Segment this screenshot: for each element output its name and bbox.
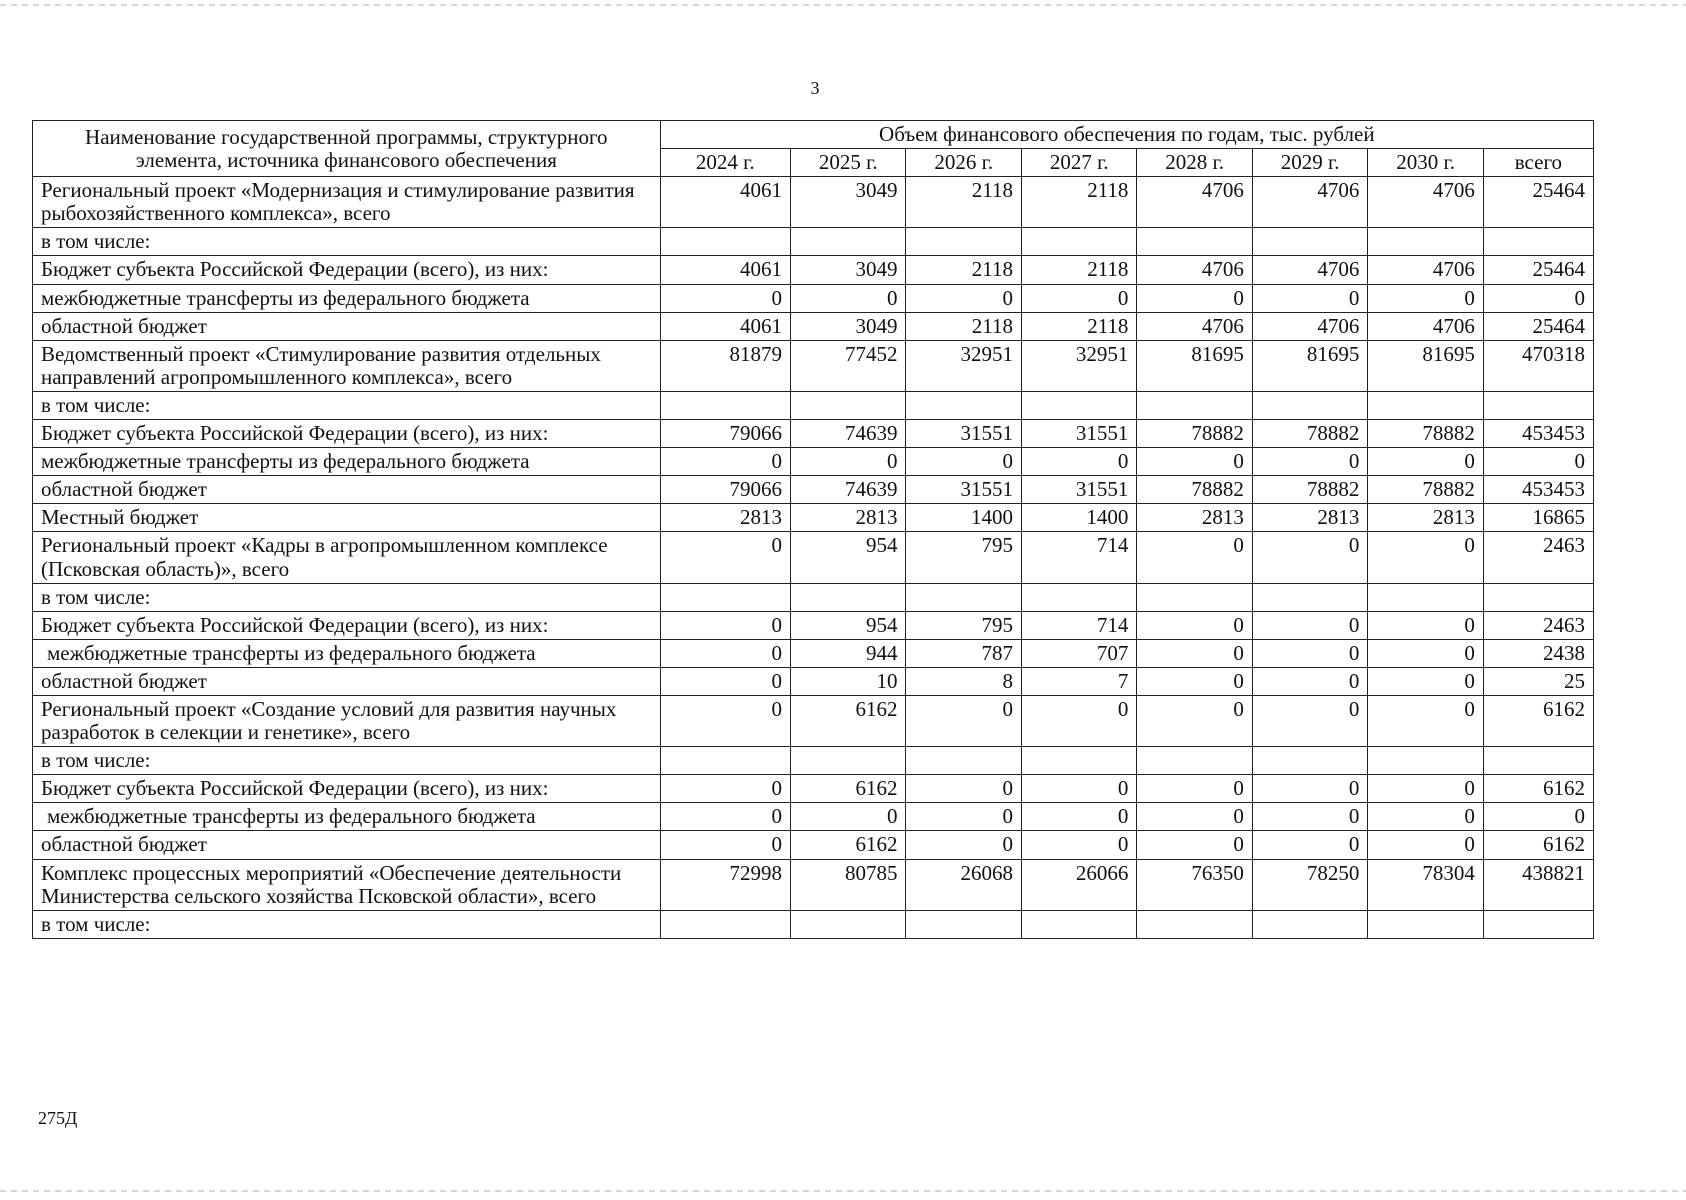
row-value-cell — [1368, 583, 1483, 611]
row-value-cell: 4706 — [1368, 177, 1483, 228]
row-value-cell — [1021, 583, 1136, 611]
row-value-cell: 31551 — [1021, 420, 1136, 448]
table-row — [33, 583, 1594, 611]
row-label: областной бюджет — [33, 667, 661, 695]
row-value-cell: 0 — [906, 284, 1021, 312]
row-value-cell: 3049 — [791, 256, 906, 284]
table-row — [33, 420, 1594, 448]
row-value-cell: 6162 — [791, 775, 906, 803]
row-value-cell: 0 — [1137, 284, 1252, 312]
row-value-cell: 0 — [906, 695, 1021, 746]
row-label: областной бюджет — [33, 831, 661, 859]
table-row — [33, 448, 1594, 476]
row-value-cell — [1137, 583, 1252, 611]
row-value-cell: 0 — [1252, 831, 1367, 859]
header-name-column: Наименование государственной программы, структурного элемента, источника финансового обеспечения — [33, 121, 661, 177]
row-value-cell — [1021, 910, 1136, 938]
row-value-cell: 31551 — [906, 476, 1021, 504]
table-row — [33, 504, 1594, 532]
row-value-cell: 26066 — [1021, 859, 1136, 910]
row-value-cell: 31551 — [906, 420, 1021, 448]
table-row — [33, 910, 1594, 938]
row-value-cell: 453453 — [1483, 420, 1593, 448]
table-row — [33, 803, 1594, 831]
row-value-cell: 25464 — [1483, 256, 1593, 284]
row-value-cell — [1021, 747, 1136, 775]
header-row-1 — [33, 121, 1594, 149]
row-value-cell: 6162 — [1483, 775, 1593, 803]
row-value-cell — [1137, 228, 1252, 256]
financing-table — [32, 120, 1594, 939]
row-value-cell — [906, 747, 1021, 775]
row-value-cell: 0 — [1252, 532, 1367, 583]
row-value-cell — [1483, 583, 1593, 611]
row-value-cell: 81879 — [660, 340, 790, 391]
row-label: Бюджет субъекта Российской Федерации (всего), из них: — [33, 775, 661, 803]
table-row — [33, 532, 1594, 583]
row-value-cell: 0 — [1021, 831, 1136, 859]
row-value-cell: 77452 — [791, 340, 906, 391]
row-value-cell: 78882 — [1252, 420, 1367, 448]
row-label: Региональный проект «Кадры в агропромышленном комплексе (Псковская область)», всего — [33, 532, 661, 583]
row-value-cell: 2813 — [1368, 504, 1483, 532]
table-row — [33, 228, 1594, 256]
row-value-cell — [1252, 910, 1367, 938]
row-value-cell: 4706 — [1252, 177, 1367, 228]
table-row — [33, 667, 1594, 695]
row-value-cell — [660, 391, 790, 419]
row-value-cell: 0 — [1137, 695, 1252, 746]
header-year-2029: 2029 г. — [1252, 149, 1367, 177]
row-value-cell — [791, 391, 906, 419]
row-value-cell: 0 — [1368, 667, 1483, 695]
row-value-cell — [1483, 391, 1593, 419]
table-row — [33, 747, 1594, 775]
row-value-cell: 4061 — [660, 177, 790, 228]
row-value-cell: 4706 — [1368, 256, 1483, 284]
row-value-cell: 0 — [906, 775, 1021, 803]
row-value-cell: 4706 — [1137, 256, 1252, 284]
row-value-cell: 16865 — [1483, 504, 1593, 532]
row-value-cell: 4706 — [1137, 312, 1252, 340]
row-value-cell: 2118 — [906, 312, 1021, 340]
row-value-cell — [906, 391, 1021, 419]
row-value-cell: 0 — [1252, 284, 1367, 312]
row-value-cell: 0 — [1368, 639, 1483, 667]
row-value-cell — [906, 228, 1021, 256]
header-year-2026: 2026 г. — [906, 149, 1021, 177]
table-row — [33, 284, 1594, 312]
row-value-cell: 78882 — [1368, 420, 1483, 448]
row-value-cell: 438821 — [1483, 859, 1593, 910]
footer-document-code: 275Д — [38, 1108, 78, 1128]
row-label: Региональный проект «Модернизация и стимулирование развития рыбохозяйственного комплекса», всего — [33, 177, 661, 228]
row-value-cell — [1252, 747, 1367, 775]
row-value-cell: 0 — [1368, 803, 1483, 831]
row-value-cell: 0 — [1483, 284, 1593, 312]
row-value-cell: 3049 — [791, 177, 906, 228]
row-value-cell: 0 — [1021, 695, 1136, 746]
row-value-cell: 0 — [791, 803, 906, 831]
row-label: Местный бюджет — [33, 504, 661, 532]
row-value-cell: 4706 — [1252, 256, 1367, 284]
row-value-cell: 4706 — [1137, 177, 1252, 228]
row-value-cell: 0 — [1252, 695, 1367, 746]
row-value-cell — [1021, 228, 1136, 256]
row-label: Ведомственный проект «Стимулирование развития отдельных направлений агропромышленного комплекса», всего — [33, 340, 661, 391]
row-value-cell: 0 — [1137, 532, 1252, 583]
row-value-cell: 795 — [906, 532, 1021, 583]
row-value-cell: 2813 — [1252, 504, 1367, 532]
row-value-cell: 2118 — [906, 177, 1021, 228]
row-value-cell: 0 — [660, 831, 790, 859]
header-year-2024: 2024 г. — [660, 149, 790, 177]
table-row — [33, 695, 1594, 746]
row-value-cell: 954 — [791, 611, 906, 639]
row-value-cell: 2813 — [791, 504, 906, 532]
row-value-cell: 0 — [1368, 611, 1483, 639]
row-value-cell: 2813 — [1137, 504, 1252, 532]
row-value-cell — [1483, 747, 1593, 775]
row-value-cell: 32951 — [1021, 340, 1136, 391]
row-value-cell: 0 — [1137, 803, 1252, 831]
row-value-cell: 26068 — [906, 859, 1021, 910]
row-value-cell: 78250 — [1252, 859, 1367, 910]
row-value-cell: 795 — [906, 611, 1021, 639]
table-body — [33, 177, 1594, 939]
row-value-cell: 0 — [906, 831, 1021, 859]
row-value-cell: 25 — [1483, 667, 1593, 695]
row-value-cell: 0 — [1368, 695, 1483, 746]
row-value-cell — [1137, 910, 1252, 938]
row-value-cell: 25464 — [1483, 177, 1593, 228]
table-row — [33, 775, 1594, 803]
row-value-cell — [791, 747, 906, 775]
row-value-cell: 0 — [660, 611, 790, 639]
row-label: Бюджет субъекта Российской Федерации (всего), из них: — [33, 256, 661, 284]
table-row — [33, 639, 1594, 667]
row-label: в том числе: — [33, 228, 661, 256]
row-value-cell — [906, 910, 1021, 938]
row-value-cell: 0 — [1252, 639, 1367, 667]
row-label: в том числе: — [33, 747, 661, 775]
row-value-cell: 81695 — [1252, 340, 1367, 391]
row-value-cell: 7 — [1021, 667, 1136, 695]
table-row — [33, 256, 1594, 284]
row-value-cell: 2813 — [660, 504, 790, 532]
header-year-2025: 2025 г. — [791, 149, 906, 177]
row-value-cell — [1021, 391, 1136, 419]
table-row — [33, 831, 1594, 859]
row-value-cell: 0 — [660, 775, 790, 803]
row-value-cell: 6162 — [1483, 831, 1593, 859]
row-value-cell: 72998 — [660, 859, 790, 910]
row-value-cell: 79066 — [660, 420, 790, 448]
row-value-cell — [660, 228, 790, 256]
row-value-cell: 0 — [1137, 639, 1252, 667]
row-value-cell: 944 — [791, 639, 906, 667]
row-value-cell: 0 — [1021, 775, 1136, 803]
row-label: межбюджетные трансферты из федерального бюджета — [33, 803, 661, 831]
row-value-cell — [660, 747, 790, 775]
row-value-cell — [1368, 228, 1483, 256]
row-value-cell: 707 — [1021, 639, 1136, 667]
row-value-cell: 0 — [1368, 831, 1483, 859]
row-value-cell: 4706 — [1368, 312, 1483, 340]
row-value-cell — [1483, 910, 1593, 938]
row-value-cell: 0 — [1252, 775, 1367, 803]
row-value-cell: 6162 — [791, 831, 906, 859]
scan-edge-bottom — [0, 1190, 1686, 1192]
row-value-cell: 78882 — [1137, 420, 1252, 448]
row-label: Региональный проект «Создание условий для развития научных разработок в селекции и генетике», всего — [33, 695, 661, 746]
row-value-cell — [906, 583, 1021, 611]
table-row — [33, 611, 1594, 639]
table-row — [33, 391, 1594, 419]
header-year-2028: 2028 г. — [1137, 149, 1252, 177]
row-value-cell — [660, 910, 790, 938]
row-value-cell: 2463 — [1483, 532, 1593, 583]
row-value-cell: 0 — [791, 448, 906, 476]
row-value-cell — [1252, 583, 1367, 611]
row-value-cell: 0 — [1137, 831, 1252, 859]
table-row — [33, 476, 1594, 504]
row-value-cell: 0 — [660, 695, 790, 746]
row-value-cell: 0 — [660, 803, 790, 831]
row-label: в том числе: — [33, 391, 661, 419]
header-year-2030: 2030 г. — [1368, 149, 1483, 177]
row-value-cell — [1368, 391, 1483, 419]
row-value-cell: 3049 — [791, 312, 906, 340]
row-value-cell — [1137, 747, 1252, 775]
row-value-cell: 0 — [906, 448, 1021, 476]
row-value-cell: 0 — [1021, 284, 1136, 312]
row-value-cell: 76350 — [1137, 859, 1252, 910]
row-value-cell: 0 — [1252, 448, 1367, 476]
row-value-cell — [791, 228, 906, 256]
table-row — [33, 340, 1594, 391]
row-value-cell: 0 — [1368, 448, 1483, 476]
row-value-cell: 1400 — [906, 504, 1021, 532]
row-value-cell: 0 — [660, 284, 790, 312]
row-value-cell — [1137, 391, 1252, 419]
row-label: Бюджет субъекта Российской Федерации (всего), из них: — [33, 611, 661, 639]
row-value-cell: 0 — [1137, 775, 1252, 803]
row-value-cell: 2118 — [1021, 256, 1136, 284]
row-value-cell: 31551 — [1021, 476, 1136, 504]
row-value-cell: 8 — [906, 667, 1021, 695]
row-value-cell: 0 — [1368, 775, 1483, 803]
row-label: Бюджет субъекта Российской Федерации (всего), из них: — [33, 420, 661, 448]
row-label: областной бюджет — [33, 312, 661, 340]
page-number: 3 — [810, 78, 820, 98]
row-label: Комплекс процессных мероприятий «Обеспечение деятельности Министерства сельского хозяйства Псковской области», всего — [33, 859, 661, 910]
header-year-2027: 2027 г. — [1021, 149, 1136, 177]
financing-table-container — [32, 120, 1594, 939]
row-value-cell — [1252, 391, 1367, 419]
table-row — [33, 177, 1594, 228]
row-label: межбюджетные трансферты из федерального бюджета — [33, 639, 661, 667]
row-value-cell: 0 — [1368, 532, 1483, 583]
row-value-cell — [791, 583, 906, 611]
row-value-cell: 2118 — [1021, 312, 1136, 340]
row-label: в том числе: — [33, 910, 661, 938]
row-value-cell: 0 — [1137, 448, 1252, 476]
row-value-cell: 0 — [660, 639, 790, 667]
row-value-cell: 2463 — [1483, 611, 1593, 639]
row-value-cell: 0 — [1483, 448, 1593, 476]
table-row — [33, 859, 1594, 910]
row-label: межбюджетные трансферты из федерального бюджета — [33, 448, 661, 476]
row-value-cell: 0 — [1252, 667, 1367, 695]
row-value-cell: 10 — [791, 667, 906, 695]
row-value-cell: 4061 — [660, 312, 790, 340]
row-value-cell: 6162 — [791, 695, 906, 746]
row-value-cell — [1483, 228, 1593, 256]
header-total: всего — [1483, 149, 1593, 177]
row-value-cell: 0 — [1137, 667, 1252, 695]
table-row — [33, 312, 1594, 340]
row-value-cell: 0 — [660, 667, 790, 695]
row-value-cell: 32951 — [906, 340, 1021, 391]
row-value-cell — [660, 583, 790, 611]
row-value-cell: 787 — [906, 639, 1021, 667]
row-value-cell: 0 — [660, 448, 790, 476]
row-value-cell: 0 — [791, 284, 906, 312]
row-label: областной бюджет — [33, 476, 661, 504]
row-value-cell: 78882 — [1252, 476, 1367, 504]
row-value-cell: 0 — [660, 532, 790, 583]
row-value-cell: 74639 — [791, 420, 906, 448]
row-value-cell: 2438 — [1483, 639, 1593, 667]
row-value-cell: 81695 — [1137, 340, 1252, 391]
row-label: межбюджетные трансферты из федерального бюджета — [33, 284, 661, 312]
row-value-cell: 25464 — [1483, 312, 1593, 340]
scan-edge-top — [0, 4, 1686, 6]
row-value-cell — [1368, 747, 1483, 775]
row-value-cell: 453453 — [1483, 476, 1593, 504]
row-value-cell — [1368, 910, 1483, 938]
row-value-cell: 1400 — [1021, 504, 1136, 532]
row-value-cell: 4706 — [1252, 312, 1367, 340]
row-value-cell: 0 — [1252, 803, 1367, 831]
row-value-cell: 714 — [1021, 532, 1136, 583]
row-value-cell: 78304 — [1368, 859, 1483, 910]
row-value-cell — [791, 910, 906, 938]
row-value-cell: 0 — [1137, 611, 1252, 639]
row-value-cell: 0 — [1368, 284, 1483, 312]
row-label: в том числе: — [33, 583, 661, 611]
row-value-cell: 78882 — [1368, 476, 1483, 504]
row-value-cell: 4061 — [660, 256, 790, 284]
row-value-cell: 0 — [1021, 448, 1136, 476]
row-value-cell: 0 — [1021, 803, 1136, 831]
row-value-cell: 714 — [1021, 611, 1136, 639]
row-value-cell: 74639 — [791, 476, 906, 504]
row-value-cell: 0 — [1483, 803, 1593, 831]
row-value-cell: 470318 — [1483, 340, 1593, 391]
row-value-cell — [1252, 228, 1367, 256]
row-value-cell: 81695 — [1368, 340, 1483, 391]
row-value-cell: 0 — [1252, 611, 1367, 639]
row-value-cell: 0 — [906, 803, 1021, 831]
row-value-cell: 954 — [791, 532, 906, 583]
header-financing-group: Объем финансового обеспечения по годам, тыс. рублей — [660, 121, 1593, 149]
row-value-cell: 79066 — [660, 476, 790, 504]
row-value-cell: 80785 — [791, 859, 906, 910]
row-value-cell: 2118 — [1021, 177, 1136, 228]
row-value-cell: 2118 — [906, 256, 1021, 284]
row-value-cell: 78882 — [1137, 476, 1252, 504]
row-value-cell: 6162 — [1483, 695, 1593, 746]
